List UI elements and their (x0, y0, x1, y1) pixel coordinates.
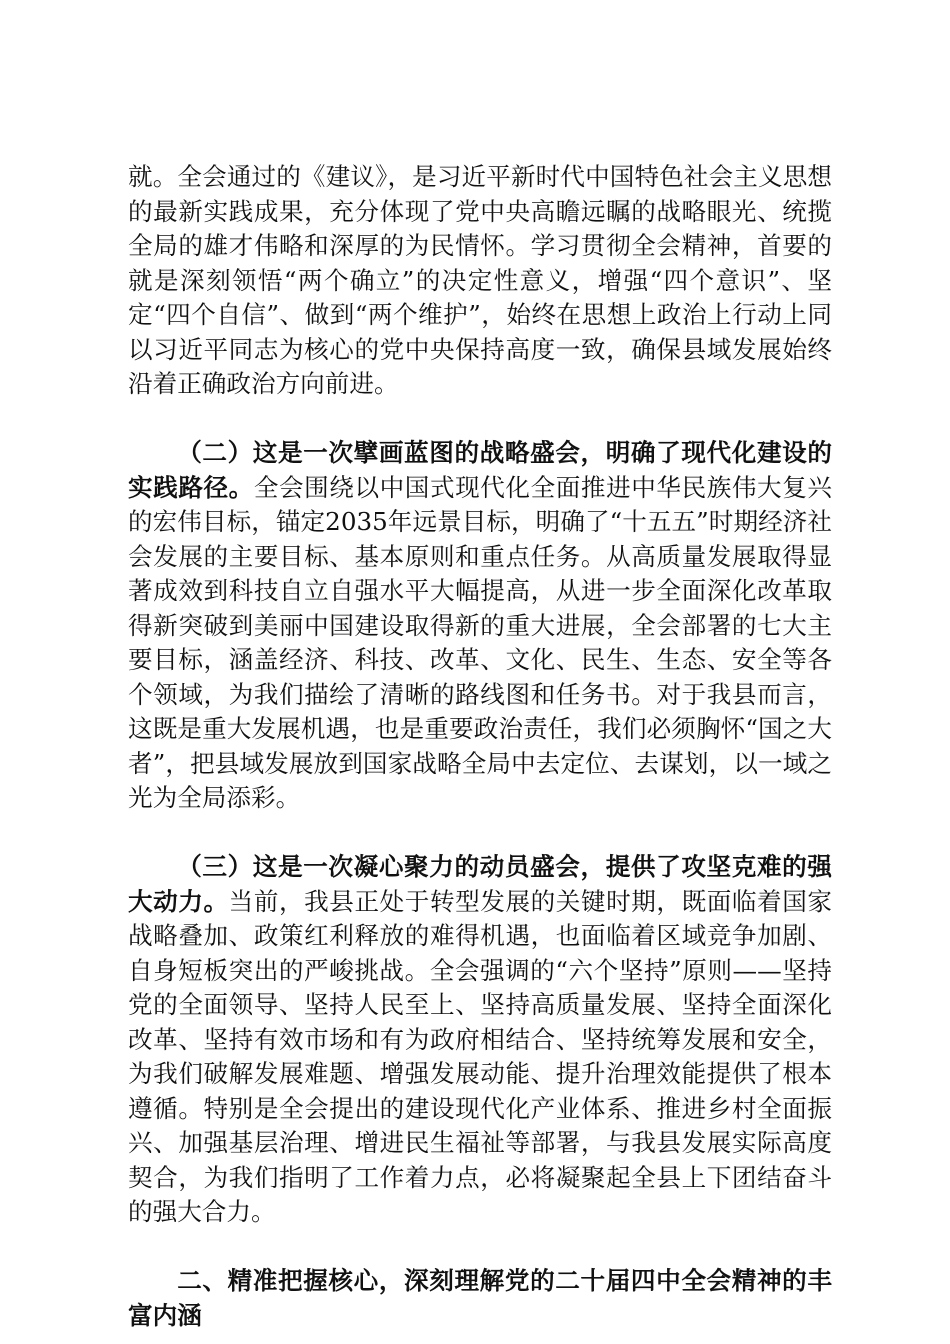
section-heading: （二）这是一次擘画蓝图的战略盛会，明确了现代化建设的实践路径。 (128, 438, 832, 502)
paragraph-section-3 (128, 850, 832, 1230)
paragraph-text: 全会围绕以中国式现代化全面推进中华民族伟大复兴的宏伟目标，锚定2035年远景目标，明确了“十五五”时期经济社会发展的主要目标、基本原则和重点任务。从高质量发展取得显著成效到科技自立自强水平大幅提高，从进一步全面深化改革取得新突破到美丽中国建设取得新的重大进展，全会部署的七大主要目标，涵盖经济、科技、改革、文化、民生、生态、安全等各个领域，为我们描绘了清晰的路线图和任务书。对于我县而言，这既是重大发展机遇，也是重要政治责任，我们必须胸怀“国之大者”，把县域发展放到国家战略全局中去定位、去谋划，以一域之光为全局添彩。 (128, 472, 832, 812)
chapter-heading-text: 二、精准把握核心，深刻理解党的二十届四中全会精神的丰富内涵 (128, 1266, 832, 1330)
document-page (128, 160, 832, 1333)
paragraph-text: 当前，我县正处于转型发展的关键时期，既面临着国家战略叠加、政策红利释放的难得机遇，也面临着区域竞争加剧、自身短板突出的严峻挑战。全会强调的“六个坚持”原则——坚持党的全面领导、坚持人民至上、坚持高质量发展、坚持全面深化改革、坚持有效市场和有为政府相结合、坚持统筹发展和安全，为我们破解发展难题、增强发展动能、提升治理效能提供了根本遵循。特别是全会提出的建设现代化产业体系、推进乡村全面振兴、加强基层治理、增进民生福祉等部署，与我县发展实际高度契合，为我们指明了工作着力点，必将凝聚起全县上下团结奋斗的强大合力。 (128, 886, 832, 1226)
paragraph-section-2 (128, 436, 832, 816)
paragraph-text: 就。全会通过的《建议》，是习近平新时代中国特色社会主义思想的最新实践成果，充分体现了党中央高瞻远瞩的战略眼光、统揽全局的雄才伟略和深厚的为民情怀。学习贯彻全会精神，首要的就是深刻领悟“两个确立”的决定性意义，增强“四个意识”、坚定“四个自信”、做到“两个维护”，始终在思想上政治上行动上同以习近平同志为核心的党中央保持高度一致，确保县域发展始终沿着正确政治方向前进。 (128, 162, 832, 398)
paragraph-continuation (128, 160, 832, 402)
chapter-heading (128, 1264, 832, 1333)
section-heading: （三）这是一次凝心聚力的动员盛会，提供了攻坚克难的强大动力。 (128, 852, 832, 916)
